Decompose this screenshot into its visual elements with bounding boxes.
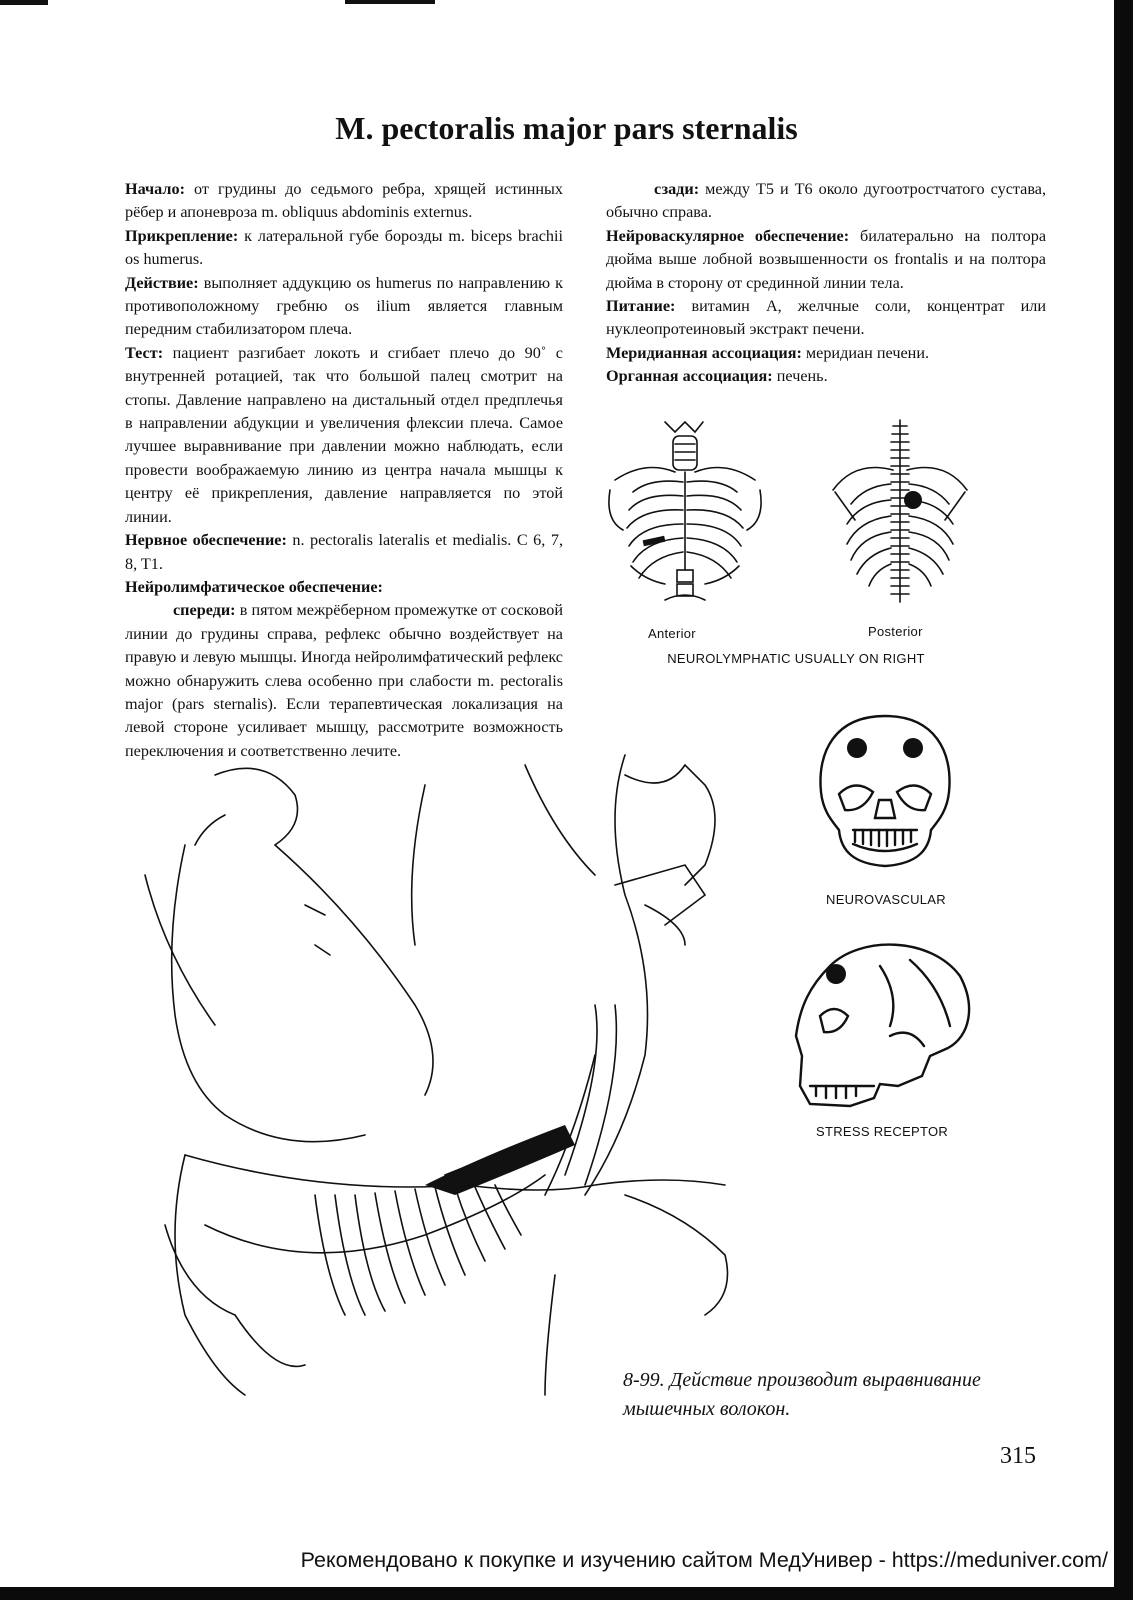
insertion-paragraph	[125, 225, 563, 272]
page-number: 315	[1000, 1443, 1036, 1469]
meridian-label: Меридианная ассоциация:	[606, 343, 802, 362]
scan-border-right	[1114, 0, 1133, 1600]
test-text: пациент разгибает локоть и сгибает плечо до 90˚ с внутренней ротацией, так что большой палец смотрит на стопы. Давление направлено на дистальный отдел предплечья в направлении абдукции и увеличения флексии плеча. Самое лучшее выравнивание при давлении можно наблюдать, если провести воображаемую линию из центра начала мышцы к центру её прикрепления, давление направляется по этой линии.	[125, 343, 563, 526]
anterior-skeleton-illustration	[605, 420, 765, 610]
meridian-text: меридиан печени.	[801, 343, 930, 362]
organ-label: Органная ассоциация:	[606, 367, 773, 386]
neurolymph-label: Нейролимфатическое обеспечение:	[125, 577, 383, 596]
skull-side-illustration	[790, 936, 980, 1116]
origin-text: от грудины до седьмого ребра, хрящей истинных рёбер и апоневроза m. obliquus abdominis externus.	[125, 180, 563, 222]
action-paragraph	[125, 272, 563, 342]
neurovascular-caption: NEUROVASCULAR	[826, 892, 946, 907]
posterior-skeleton-illustration	[825, 420, 975, 610]
scan-edge-mark	[345, 0, 435, 4]
figure-caption: 8-99. Действие производит выравнивание мышечных волокон.	[623, 1369, 981, 1420]
insertion-label: Прикрепление:	[125, 226, 239, 245]
page-title: M. pectoralis major pars sternalis	[335, 110, 798, 146]
neurovascular-label: Нейроваскулярное обеспечение:	[606, 226, 850, 245]
posterior-text: между T5 и T6 около дугоотростчатого сустава, обычно справа.	[606, 180, 1046, 222]
posterior-label: Posterior	[868, 624, 923, 639]
neurovascular-paragraph	[606, 225, 1046, 295]
posterior-paragraph	[606, 178, 1046, 225]
posterior-label: сзади:	[654, 180, 700, 198]
scan-edge-mark	[0, 0, 48, 5]
organ-paragraph	[606, 365, 1046, 388]
nutrition-text: витамин А, желчные соли, концентрат или нуклеопротеиновый экстракт печени.	[606, 297, 1046, 339]
nerve-paragraph	[125, 529, 563, 576]
anterior-text: в пятом межрёберном промежутке от сосковой линии до грудины справа, рефлекс обычно воздействует на правую и левую мышцы. Иногда нейролимфатический рефлекс можно обнаружить слева особенно при слабости m. pectoralis major (pars sternalis). Если терапевтическая локализация на левой стороне усиливает мышцу, рассмотрите возможность переключения и соответственно лечите.	[125, 601, 563, 760]
action-label: Действие:	[125, 273, 199, 292]
origin-label: Начало:	[125, 180, 185, 198]
skull-front-illustration	[815, 712, 955, 882]
nutrition-label: Питание:	[606, 297, 676, 316]
neurolymph-heading	[125, 576, 563, 599]
action-text: выполняет аддукцию os humerus по направлению к противоположному гребню os ilium является главным передним стабилизатором плеча.	[125, 273, 563, 339]
muscle-test-illustration	[125, 755, 745, 1415]
test-label: Тест:	[125, 343, 164, 362]
organ-text: печень.	[772, 367, 828, 386]
anterior-label: спереди:	[173, 601, 236, 620]
neurolymphatic-caption: NEUROLYMPHATIC USUALLY ON RIGHT	[667, 651, 925, 666]
nutrition-paragraph	[606, 295, 1046, 342]
nerve-label: Нервное обеспечение:	[125, 531, 287, 550]
nerve-text: n. pectoralis lateralis et medialis. C 6, 7, 8, T1.	[125, 531, 563, 573]
meridian-paragraph	[606, 342, 1046, 365]
left-column	[125, 178, 563, 763]
anterior-label: Anterior	[648, 626, 696, 641]
origin-paragraph	[125, 178, 563, 225]
anterior-paragraph	[125, 599, 563, 763]
scan-border-bottom	[0, 1587, 1133, 1600]
neurovascular-text: билатерально на полтора дюйма выше лобной возвышенности os frontalis и на полтора дюйма в сторону от срединной линии тела.	[606, 226, 1047, 292]
stress-receptor-caption: STRESS RECEPTOR	[816, 1124, 949, 1139]
footer-text: Рекомендовано к покупке и изучению сайтом МедУнивер - https://meduniver.com/	[300, 1548, 1108, 1572]
test-paragraph	[125, 342, 563, 529]
right-column	[606, 178, 1046, 389]
insertion-text: к латеральной губе борозды m. biceps brachii os humerus.	[125, 226, 563, 269]
